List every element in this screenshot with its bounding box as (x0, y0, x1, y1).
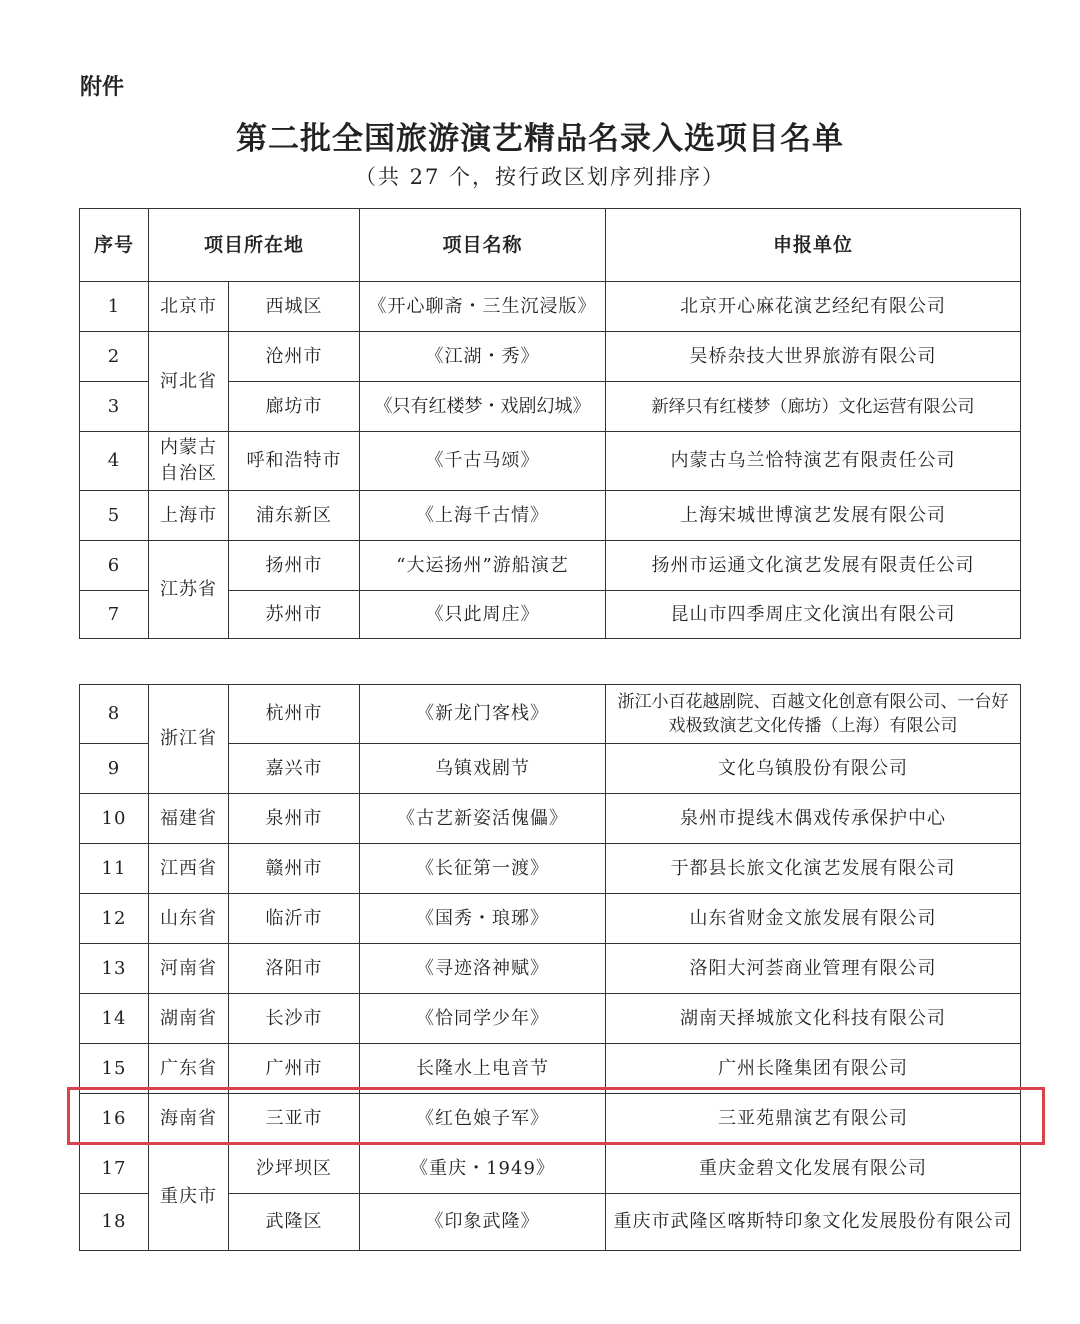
row-province: 北京市 (149, 282, 229, 332)
row-unit: 上海宋城世博演艺发展有限公司 (606, 491, 1021, 541)
table-row (80, 844, 1021, 894)
header-unit: 申报单位 (606, 209, 1021, 282)
row-city: 长沙市 (229, 994, 360, 1044)
row-province: 浙江省 (149, 685, 229, 794)
row-unit: 北京开心麻花演艺经纪有限公司 (606, 282, 1021, 332)
table-row (80, 944, 1021, 994)
table-row (80, 1044, 1021, 1094)
row-project: “大运扬州”游船演艺 (360, 541, 606, 591)
row-unit: 吴桥杂技大世界旅游有限公司 (606, 332, 1021, 382)
row-no: 11 (80, 844, 149, 894)
row-project: 《新龙门客栈》 (360, 685, 606, 744)
row-city: 沙坪坝区 (229, 1144, 360, 1194)
row-no: 14 (80, 994, 149, 1044)
row-city: 嘉兴市 (229, 744, 360, 794)
row-no: 8 (80, 685, 149, 744)
row-project: 《红色娘子军》 (360, 1094, 606, 1144)
row-no: 2 (80, 332, 149, 382)
row-unit: 广州长隆集团有限公司 (606, 1044, 1021, 1094)
row-no: 7 (80, 591, 149, 639)
row-project: 《寻迹洛神赋》 (360, 944, 606, 994)
table-header-row (80, 209, 1021, 282)
row-city: 扬州市 (229, 541, 360, 591)
row-province: 重庆市 (149, 1144, 229, 1251)
row-project: 《印象武隆》 (360, 1194, 606, 1251)
row-province: 内蒙古自治区 (149, 432, 229, 491)
row-project: 《古艺新姿活傀儡》 (360, 794, 606, 844)
row-unit: 湖南天择城旅文化科技有限公司 (606, 994, 1021, 1044)
row-unit: 重庆市武隆区喀斯特印象文化发展股份有限公司 (606, 1194, 1021, 1251)
document-title: 第二批全国旅游演艺精品名录入选项目名单 (236, 121, 844, 157)
row-city: 西城区 (229, 282, 360, 332)
row-city: 杭州市 (229, 685, 360, 744)
table-row (80, 994, 1021, 1044)
row-unit: 浙江小百花越剧院、百越文化创意有限公司、一台好戏极致演艺文化传播（上海）有限公司 (606, 685, 1021, 744)
row-no: 13 (80, 944, 149, 994)
row-province: 湖南省 (149, 994, 229, 1044)
header-project: 项目名称 (360, 209, 606, 282)
row-no: 5 (80, 491, 149, 541)
row-province: 江西省 (149, 844, 229, 894)
row-project: 乌镇戏剧节 (360, 744, 606, 794)
row-city: 廊坊市 (229, 382, 360, 432)
row-no: 10 (80, 794, 149, 844)
table-row (80, 1144, 1021, 1194)
row-province: 海南省 (149, 1094, 229, 1144)
row-city: 呼和浩特市 (229, 432, 360, 491)
row-no: 1 (80, 282, 149, 332)
attachment-label: 附件 (80, 75, 125, 100)
row-no: 12 (80, 894, 149, 944)
row-project: 《上海千古情》 (360, 491, 606, 541)
row-unit: 新绎只有红楼梦（廊坊）文化运营有限公司 (606, 382, 1021, 432)
table-row-highlighted (80, 1094, 1021, 1144)
row-city: 广州市 (229, 1044, 360, 1094)
table-row (80, 332, 1021, 382)
row-no: 3 (80, 382, 149, 432)
row-project: 《国秀・琅琊》 (360, 894, 606, 944)
row-city: 赣州市 (229, 844, 360, 894)
document-subtitle: （共 27 个，按行政区划序列排序） (354, 165, 726, 189)
row-unit: 山东省财金文旅发展有限公司 (606, 894, 1021, 944)
row-unit: 文化乌镇股份有限公司 (606, 744, 1021, 794)
row-province: 江苏省 (149, 541, 229, 639)
table-row (80, 794, 1021, 844)
row-no: 15 (80, 1044, 149, 1094)
row-no: 4 (80, 432, 149, 491)
row-city: 武隆区 (229, 1194, 360, 1251)
row-project: 《千古马颂》 (360, 432, 606, 491)
header-no: 序号 (80, 209, 149, 282)
row-project: 《只有红楼梦・戏剧幻城》 (360, 382, 606, 432)
table-row (80, 541, 1021, 591)
row-unit: 扬州市运通文化演艺发展有限责任公司 (606, 541, 1021, 591)
row-unit: 泉州市提线木偶戏传承保护中心 (606, 794, 1021, 844)
row-province: 河南省 (149, 944, 229, 994)
row-city: 临沂市 (229, 894, 360, 944)
row-province: 山东省 (149, 894, 229, 944)
row-no: 6 (80, 541, 149, 591)
table-row (80, 282, 1021, 332)
row-province: 上海市 (149, 491, 229, 541)
row-city: 三亚市 (229, 1094, 360, 1144)
row-province: 福建省 (149, 794, 229, 844)
row-city: 洛阳市 (229, 944, 360, 994)
row-no: 17 (80, 1144, 149, 1194)
row-city: 苏州市 (229, 591, 360, 639)
row-project: 《江湖・秀》 (360, 332, 606, 382)
row-project: 《长征第一渡》 (360, 844, 606, 894)
row-province: 广东省 (149, 1044, 229, 1094)
row-no: 18 (80, 1194, 149, 1251)
row-no: 9 (80, 744, 149, 794)
row-unit: 洛阳大河荟商业管理有限公司 (606, 944, 1021, 994)
row-project: 《重庆・1949》 (360, 1144, 606, 1194)
table-row (80, 491, 1021, 541)
row-city: 浦东新区 (229, 491, 360, 541)
row-city: 沧州市 (229, 332, 360, 382)
row-unit: 三亚苑鼎演艺有限公司 (606, 1094, 1021, 1144)
table-row (80, 685, 1021, 744)
list-table-page-2 (79, 684, 1021, 1251)
list-table-page-1 (79, 208, 1021, 639)
row-unit: 重庆金碧文化发展有限公司 (606, 1144, 1021, 1194)
row-project: 《只此周庄》 (360, 591, 606, 639)
row-unit: 于都县长旅文化演艺发展有限公司 (606, 844, 1021, 894)
row-project: 长隆水上电音节 (360, 1044, 606, 1094)
row-city: 泉州市 (229, 794, 360, 844)
row-unit: 内蒙古乌兰恰特演艺有限责任公司 (606, 432, 1021, 491)
table-row (80, 894, 1021, 944)
table-row (80, 432, 1021, 491)
row-project: 《恰同学少年》 (360, 994, 606, 1044)
header-location: 项目所在地 (149, 209, 360, 282)
row-no: 16 (80, 1094, 149, 1144)
row-province: 河北省 (149, 332, 229, 432)
row-unit: 昆山市四季周庄文化演出有限公司 (606, 591, 1021, 639)
row-project: 《开心聊斋・三生沉浸版》 (360, 282, 606, 332)
